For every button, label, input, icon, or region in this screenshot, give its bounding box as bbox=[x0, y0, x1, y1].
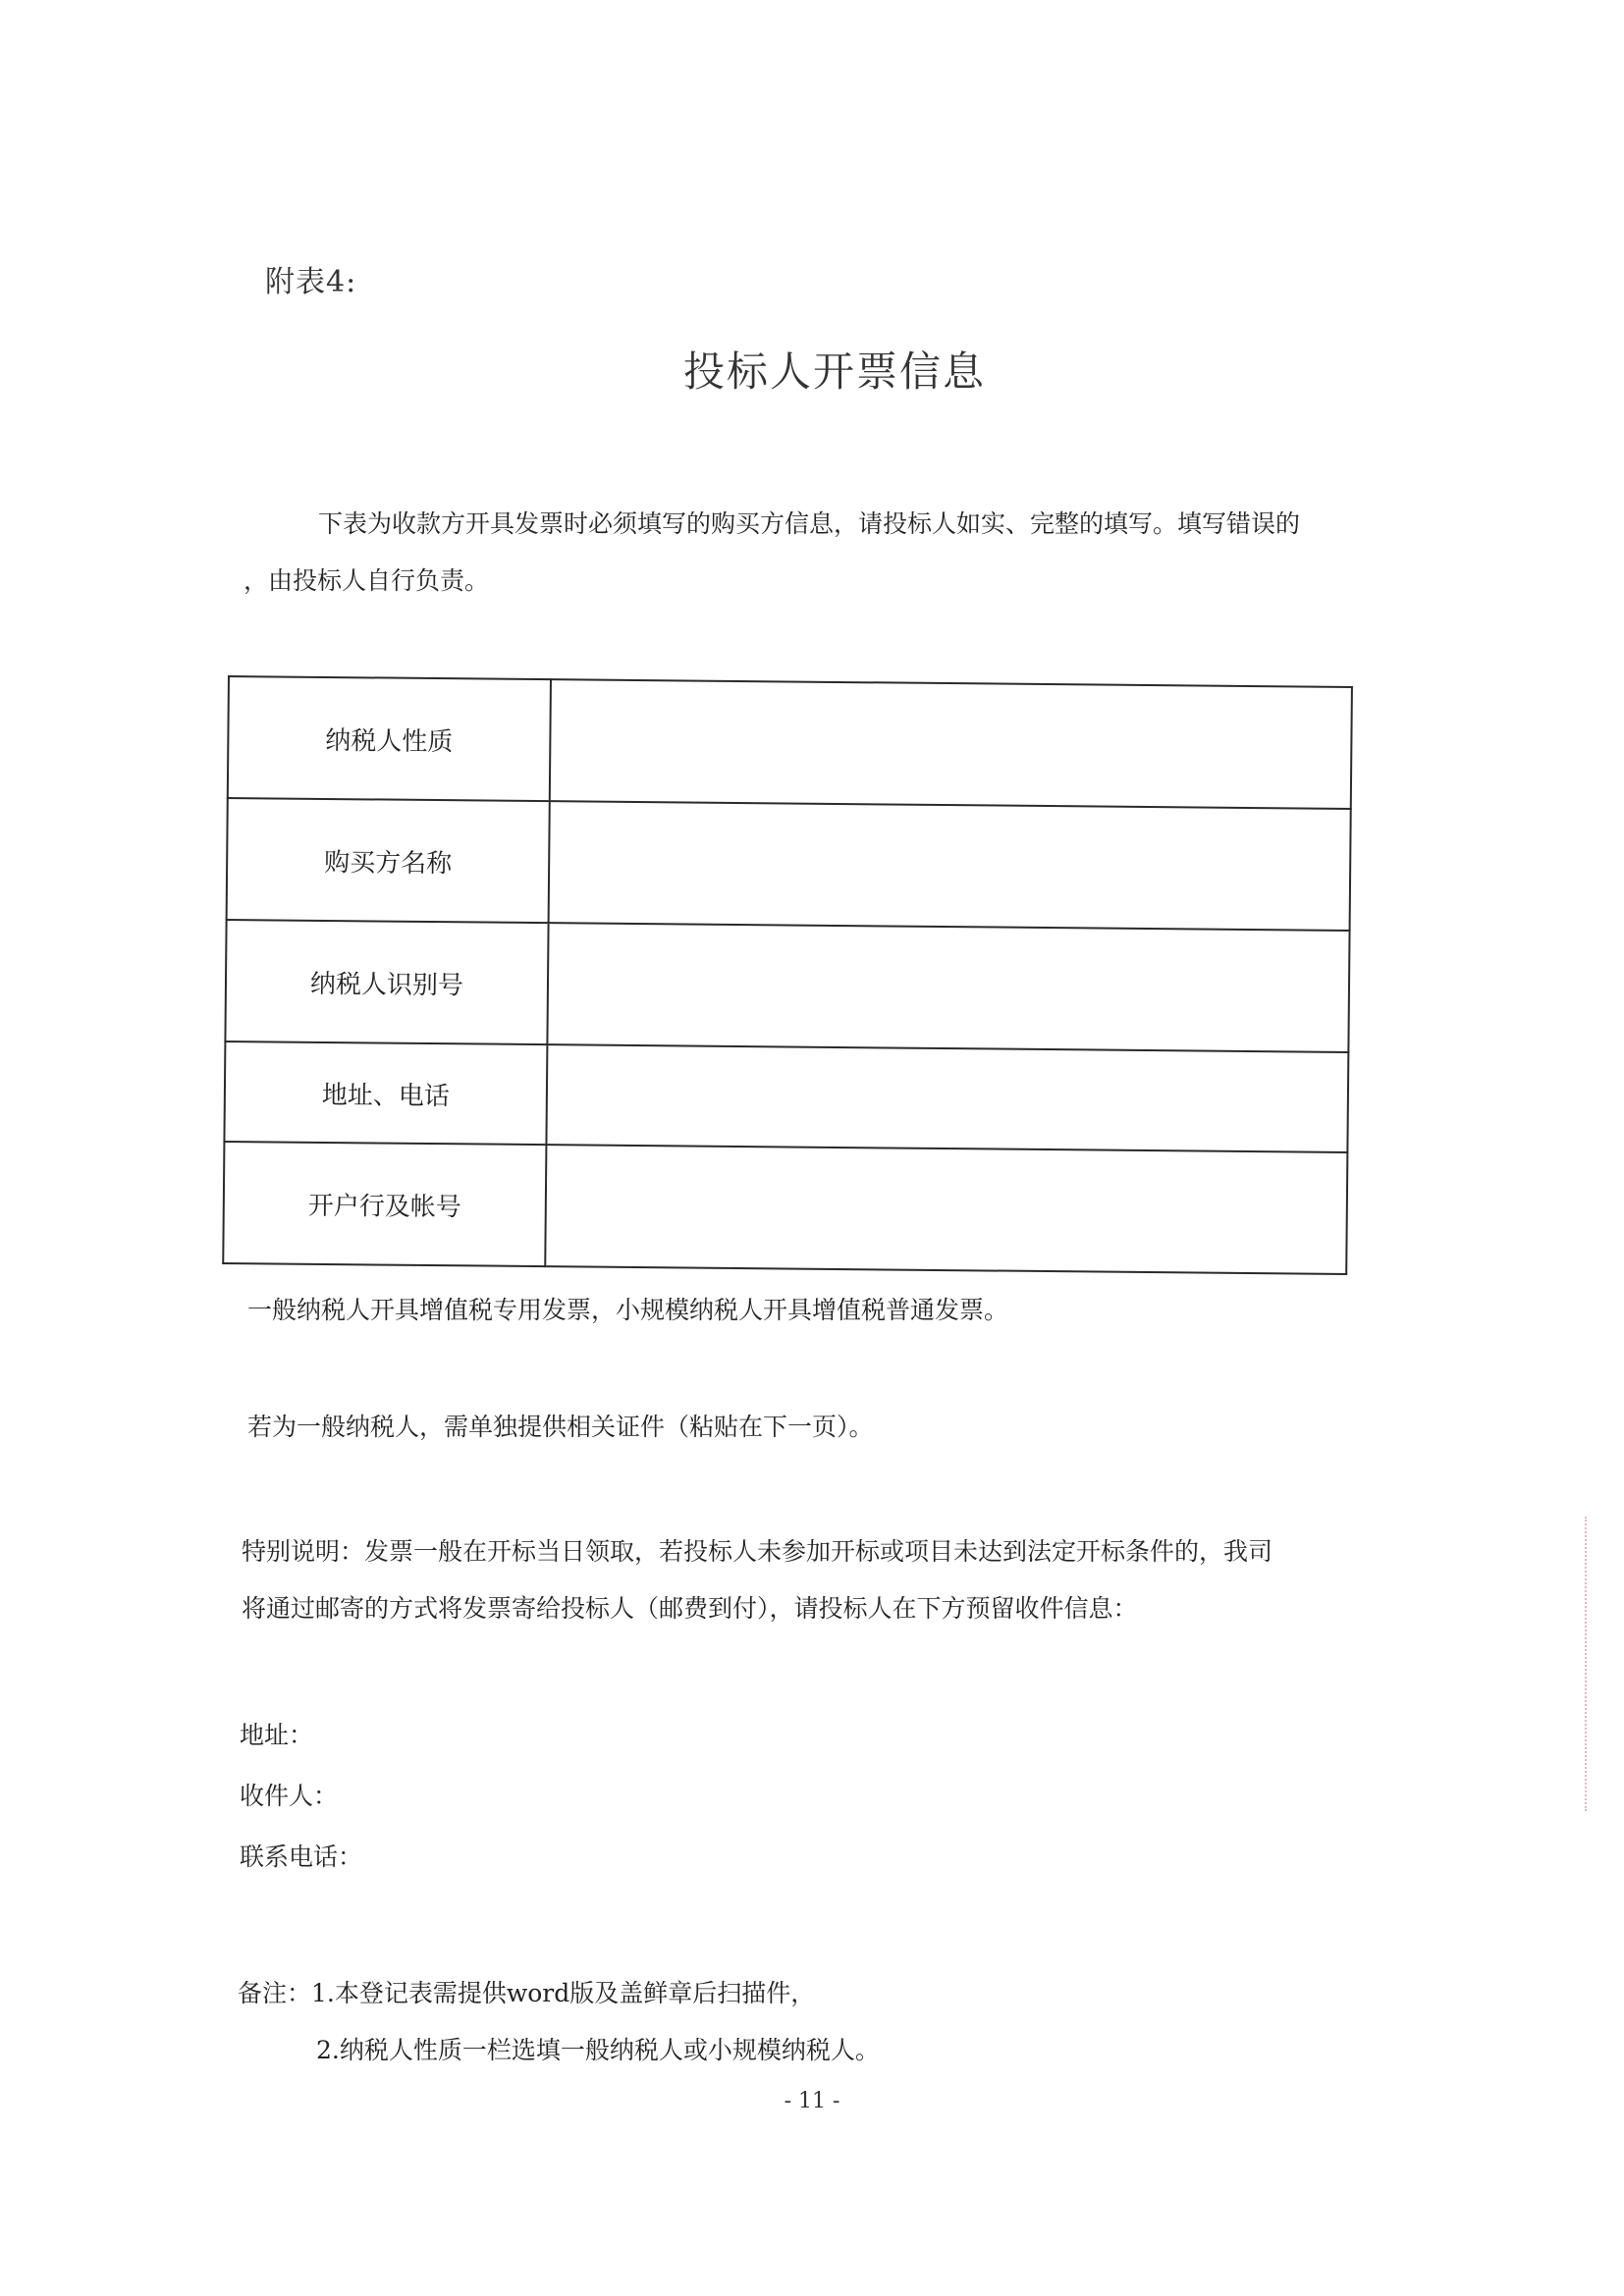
buyer-name-field[interactable] bbox=[549, 801, 1351, 931]
page-number: - 11 - bbox=[784, 2089, 840, 2113]
table-row bbox=[224, 1041, 1348, 1152]
intro-line-1: 下表为收款方开具发票时必须填写的购买方信息，请投标人如实、完整的填写。填写错误的 bbox=[318, 509, 1301, 538]
special-note bbox=[242, 1523, 1420, 1637]
taxpayer-id-field[interactable] bbox=[547, 923, 1349, 1052]
table-row bbox=[227, 798, 1351, 931]
invoice-info-table bbox=[222, 675, 1353, 1275]
table-row bbox=[225, 920, 1349, 1052]
recipient-field-label: 收件人： bbox=[240, 1782, 339, 1810]
special-note-line-2: 将通过邮寄的方式将发票寄给投标人（邮费到付），请投标人在下方预留收件信息： bbox=[242, 1594, 1138, 1623]
invoice-type-note: 一般纳税人开具增值税专用发票，小规模纳税人开具增值税普通发票。 bbox=[247, 1296, 1009, 1324]
appendix-label: 附表4: bbox=[265, 265, 357, 299]
special-note-line-1: 特别说明：发票一般在开标当日领取，若投标人未参加开标或项目未达到法定开标条件的，我司 bbox=[242, 1537, 1273, 1566]
intro-paragraph bbox=[244, 496, 1422, 610]
certificate-note: 若为一般纳税人，需单独提供相关证件（粘贴在下一页）。 bbox=[247, 1413, 874, 1441]
address-phone-label: 地址、电话 bbox=[224, 1041, 547, 1145]
address-field-label: 地址： bbox=[240, 1721, 314, 1749]
address-phone-field[interactable] bbox=[546, 1044, 1348, 1152]
taxpayer-id-label: 纳税人识别号 bbox=[225, 920, 548, 1044]
table-row bbox=[228, 676, 1352, 809]
taxpayer-type-label: 纳税人性质 bbox=[228, 676, 551, 801]
remark-line-2: 2.纳税人性质一栏选填一般纳税人或小规模纳税人。 bbox=[316, 2036, 880, 2064]
taxpayer-type-field[interactable] bbox=[550, 679, 1352, 809]
page-title: 投标人开票信息 bbox=[682, 347, 986, 396]
remark-line-1: 备注：1.本登记表需提供word版及盖鲜章后扫描件， bbox=[238, 1979, 816, 2007]
bank-account-field[interactable] bbox=[545, 1145, 1347, 1274]
seal-edge-mark bbox=[1585, 1517, 1597, 1811]
bank-account-label: 开户行及帐号 bbox=[223, 1142, 546, 1266]
table-row bbox=[223, 1142, 1347, 1274]
phone-field-label: 联系电话： bbox=[240, 1842, 363, 1871]
intro-line-2: ，由投标人自行负责。 bbox=[244, 566, 490, 595]
remarks bbox=[238, 1965, 880, 2079]
buyer-name-label: 购买方名称 bbox=[227, 798, 550, 923]
